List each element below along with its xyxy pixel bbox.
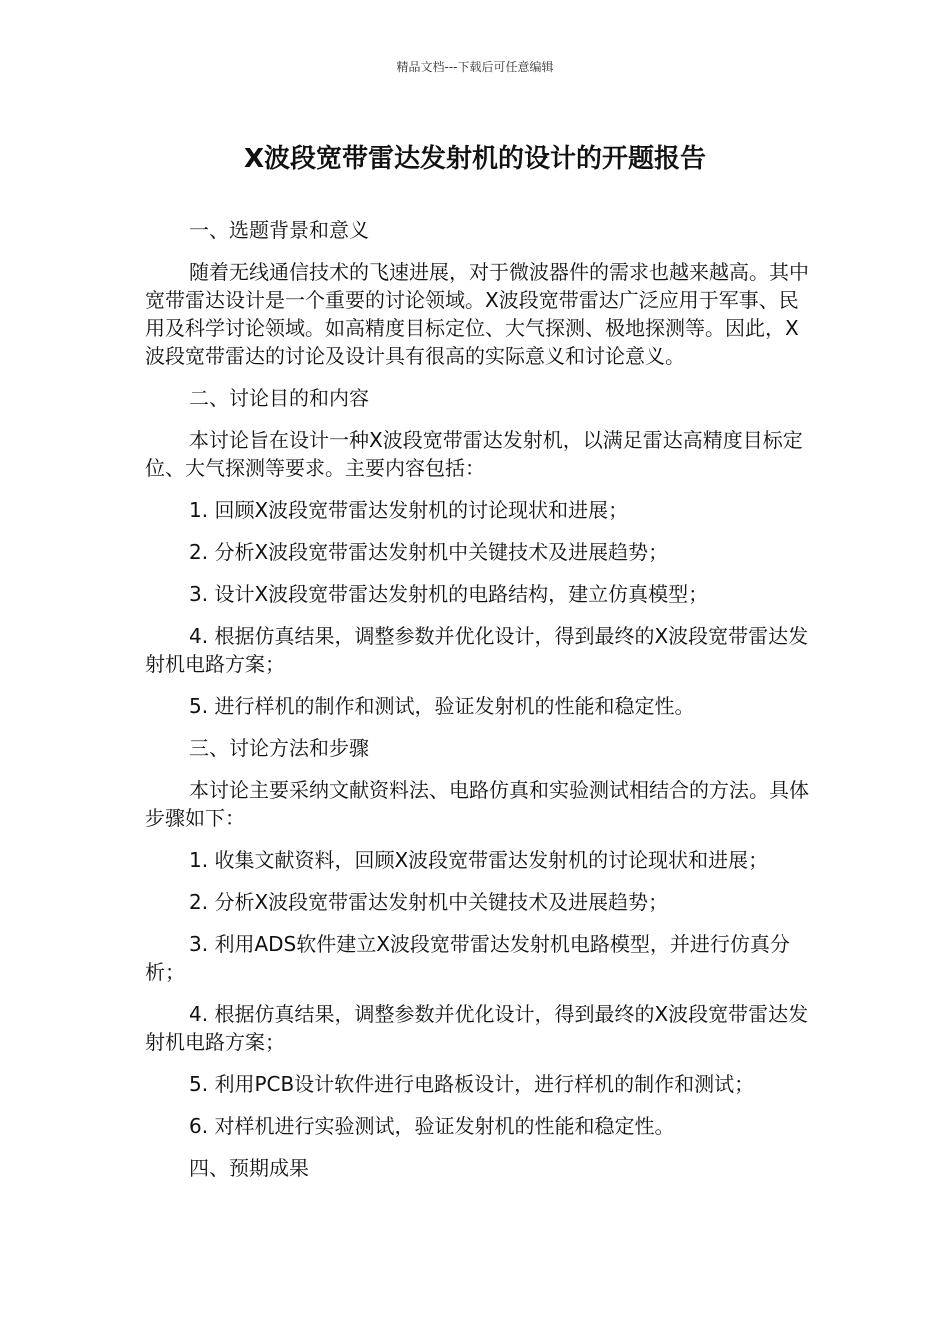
list-item: 5. 进行样机的制作和测试，验证发射机的性能和稳定性。 bbox=[189, 694, 695, 718]
list-item: 5. 利用PCB设计软件进行电路板设计，进行样机的制作和测试； bbox=[189, 1072, 755, 1096]
list-item: 1. 回顾X波段宽带雷达发射机的讨论现状和进展； bbox=[189, 498, 629, 522]
list-item: 4. 根据仿真结果，调整参数并优化设计，得到最终的X波段宽带雷达发射机电路方案； bbox=[145, 624, 809, 676]
list-item: 2. 分析X波段宽带雷达发射机中关键技术及进展趋势； bbox=[189, 890, 669, 914]
document-body bbox=[145, 216, 810, 1196]
list-item: 3. 利用ADS软件建立X波段宽带雷达发射机电路模型，并进行仿真分析； bbox=[145, 932, 790, 984]
list-item: 3. 设计X波段宽带雷达发射机的电路结构，建立仿真模型； bbox=[189, 582, 709, 606]
paragraph-background: 随着无线通信技术的飞速进展，对于微波器件的需求也越来越高。其中宽带雷达设计是一个重要的讨论领域。X波段宽带雷达广泛应用于军事、民用及科学讨论领域。如高精度目标定位、大气探测、极地探测等。因此，X波段宽带雷达的讨论及设计具有很高的实际意义和讨论意义。 bbox=[145, 260, 809, 368]
list-item: 4. 根据仿真结果，调整参数并优化设计，得到最终的X波段宽带雷达发射机电路方案； bbox=[145, 1002, 809, 1054]
section-heading-outcomes: 四、预期成果 bbox=[189, 1156, 309, 1180]
list-item: 2. 分析X波段宽带雷达发射机中关键技术及进展趋势； bbox=[189, 540, 669, 564]
document-title: X波段宽带雷达发射机的设计的开题报告 bbox=[243, 144, 707, 174]
section-heading-purpose: 二、讨论目的和内容 bbox=[189, 386, 369, 410]
paragraph-purpose: 本讨论旨在设计一种X波段宽带雷达发射机，以满足雷达高精度目标定位、大气探测等要求。主要内容包括： bbox=[145, 428, 803, 480]
list-item: 6. 对样机进行实验测试，验证发射机的性能和稳定性。 bbox=[189, 1114, 675, 1138]
section-heading-methods: 三、讨论方法和步骤 bbox=[189, 736, 369, 760]
paragraph-methods: 本讨论主要采纳文献资料法、电路仿真和实验测试相结合的方法。具体步骤如下： bbox=[145, 778, 809, 830]
header-note: 精品文档---下载后可任意编辑 bbox=[396, 60, 554, 74]
section-heading-background: 一、选题背景和意义 bbox=[189, 218, 369, 242]
list-item: 1. 收集文献资料，回顾X波段宽带雷达发射机的讨论现状和进展； bbox=[189, 848, 769, 872]
